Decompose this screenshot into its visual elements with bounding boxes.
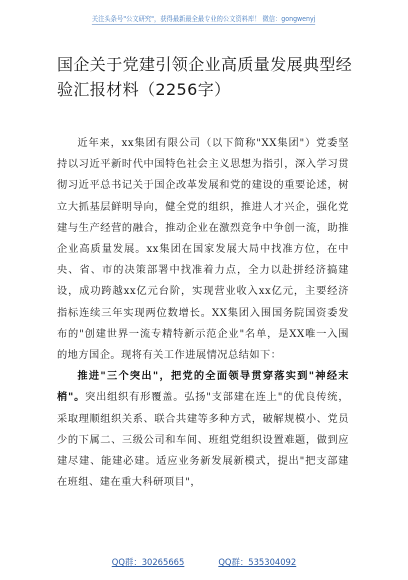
paragraph-section-1 — [57, 366, 349, 493]
banner-link[interactable]: 关注头条号"公文研究"，获得最新最全最专业的公文资料库！ 微信：gongwenyj — [92, 15, 316, 23]
paragraph-intro — [57, 133, 349, 366]
section-heading: 推进"三个突出"，把党的全面领导贯穿落实到"神经末梢"。 — [57, 370, 349, 404]
footer — [0, 556, 408, 568]
document-title: 国企关于党建引领企业高质量发展典型经验汇报材料（2256字） — [57, 55, 353, 99]
top-banner — [0, 0, 408, 30]
paragraph-text: 近年来，xx集团有限公司（以下简称"XX集团"）党委坚持以习近平新时代中国特色社会主义思想为指引，深入学习贯彻习近平总书记关于国企改革发展和党的建设的重要论述，树立大抓基层鲜明导向，健全党的组织，推进人才兴企，强化党建与生产经营的融合，推动企业在激烈竞争中争创一流，助推企业高质量发展。xx集团在国家发展大局中找准方位，在中央、省、市的决策部署中找准着力点，全力以赴拼经济搞建设，成功跨越xx亿元台阶，实现营业收入xx亿元，主要经济指标连续三年实现两位数增长。XX集团入围国务院国资委发布的"创建世界一流专精特新示范企业"名单，是XX唯一入围的地方国企。现将有关工作进展情况总结如下： — [57, 138, 349, 362]
document-body — [57, 133, 349, 493]
qq-group-1[interactable]: QQ群：30265665 — [111, 557, 185, 567]
paragraph-text: 突出组织有形覆盖。弘扬"支部建在连上"的优良传统，采取理顺组织关系、联合共建等多种方式，破解规模小、党员少的下属二、三级公司和车间、班组党组织设置难题，做到应建尽建、能建必建。适应业务新发展新模式，提出"把支部建在班组、建在重大科研项目"， — [57, 392, 350, 489]
qq-group-2[interactable]: QQ群：535304092 — [218, 557, 297, 567]
